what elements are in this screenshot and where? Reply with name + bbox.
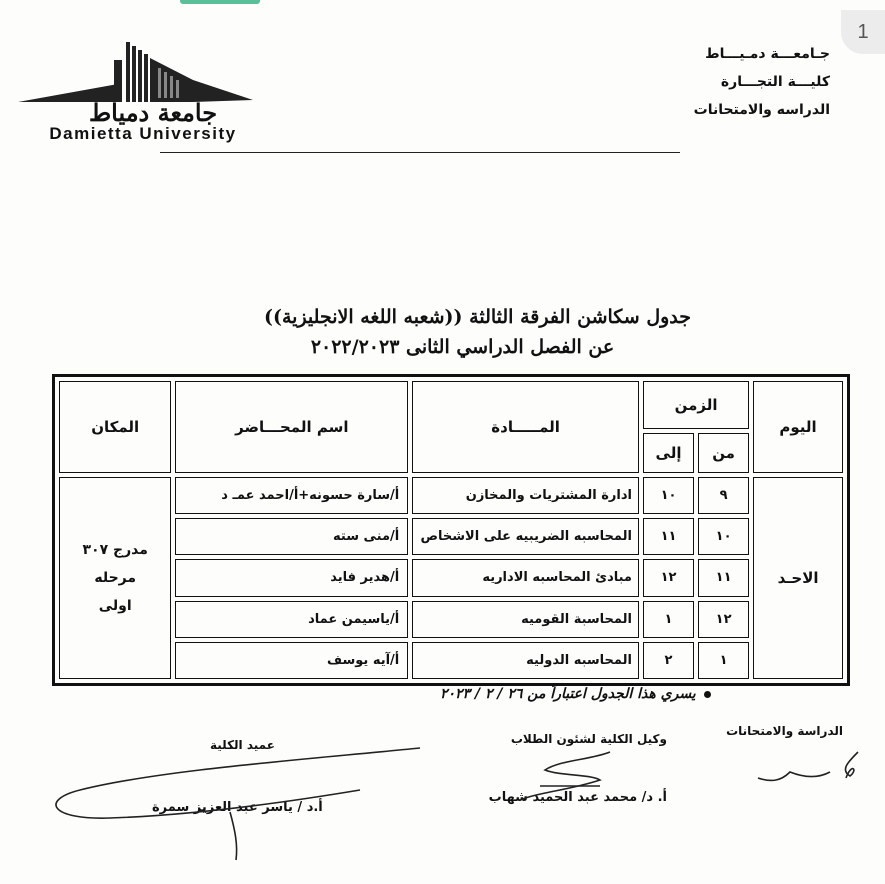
faculty-name: كليـــة التجـــارة xyxy=(720,74,830,90)
subject-cell: مبادئ المحاسبه الاداريه xyxy=(412,559,639,596)
lecturer-cell: أ/سارة حسونه+أ/احمد عمـ د xyxy=(175,477,408,514)
day-cell: الاحـد xyxy=(753,477,843,679)
subject-cell: المحاسبة القوميه xyxy=(412,601,639,638)
place-line: اولى xyxy=(98,598,132,614)
subject-cell: المحاسبه الضريبيه على الاشخاص xyxy=(412,518,639,555)
to-cell: ١٠ xyxy=(643,477,694,514)
lecturer-cell: أ/منى سته xyxy=(175,518,408,555)
header-place: المكان xyxy=(59,381,171,473)
header-time: الزمن xyxy=(643,381,749,429)
from-cell: ١ xyxy=(698,642,749,679)
from-cell: ١٠ xyxy=(698,518,749,555)
title-line-2: عن الفصل الدراسي الثانى ٢٠٢٢/٢٠٢٣ xyxy=(310,336,615,358)
from-cell: ٩ xyxy=(698,477,749,514)
header-from: من xyxy=(698,433,749,473)
to-cell: ١٢ xyxy=(643,559,694,596)
subject-cell: المحاسبه الدوليه xyxy=(412,642,639,679)
header-day: اليوم xyxy=(753,381,843,473)
place-line: مدرج ٣٠٧ xyxy=(82,542,148,558)
header-to: إلى xyxy=(643,433,694,473)
to-cell: ٢ xyxy=(643,642,694,679)
subject-cell: ادارة المشتريات والمخازن xyxy=(412,477,639,514)
lecturer-cell: أ/هدير فايد xyxy=(175,559,408,596)
from-cell: ١١ xyxy=(698,559,749,596)
department-name: الدراسه والامتحانات xyxy=(693,102,830,118)
dean-name: أ.د / ياسر عبد العزيز سمرة xyxy=(152,800,323,815)
exams-office-title: الدراسة والامتحانات xyxy=(726,724,843,738)
dean-title: عميد الكلية xyxy=(210,738,275,752)
logo-english-text: Damietta University xyxy=(49,124,237,143)
header-subject: المـــــادة xyxy=(412,381,639,473)
lecturer-cell: أ/آيه يوسف xyxy=(175,642,408,679)
vice-dean-title: وكيل الكلية لشئون الطلاب xyxy=(510,732,667,746)
university-name: جـامعـــة دمـيـــاط xyxy=(705,46,830,62)
to-cell: ١ xyxy=(643,601,694,638)
vice-dean-name: أ. د/ محمد عبد الحميد شهاب xyxy=(488,790,667,805)
lecturer-cell: أ/ياسيمن عماد xyxy=(175,601,408,638)
logo-arabic-text: جامعة دمياط xyxy=(88,98,218,127)
page-number-badge: 1 xyxy=(841,10,885,54)
title-line-1: جدول سكاشن الفرقة الثالثة ((شعبه اللغه الانجليزية)) xyxy=(263,306,692,328)
place-line: مرحله xyxy=(94,570,137,586)
header-lecturer: اسم المحـــاضر xyxy=(175,381,408,473)
from-cell: ١٢ xyxy=(698,601,749,638)
to-cell: ١١ xyxy=(643,518,694,555)
validity-note-text: يسري هذا الجدول اعتباراً من ٢٦ / ٢ / ٢٠٢٣ xyxy=(440,686,696,702)
